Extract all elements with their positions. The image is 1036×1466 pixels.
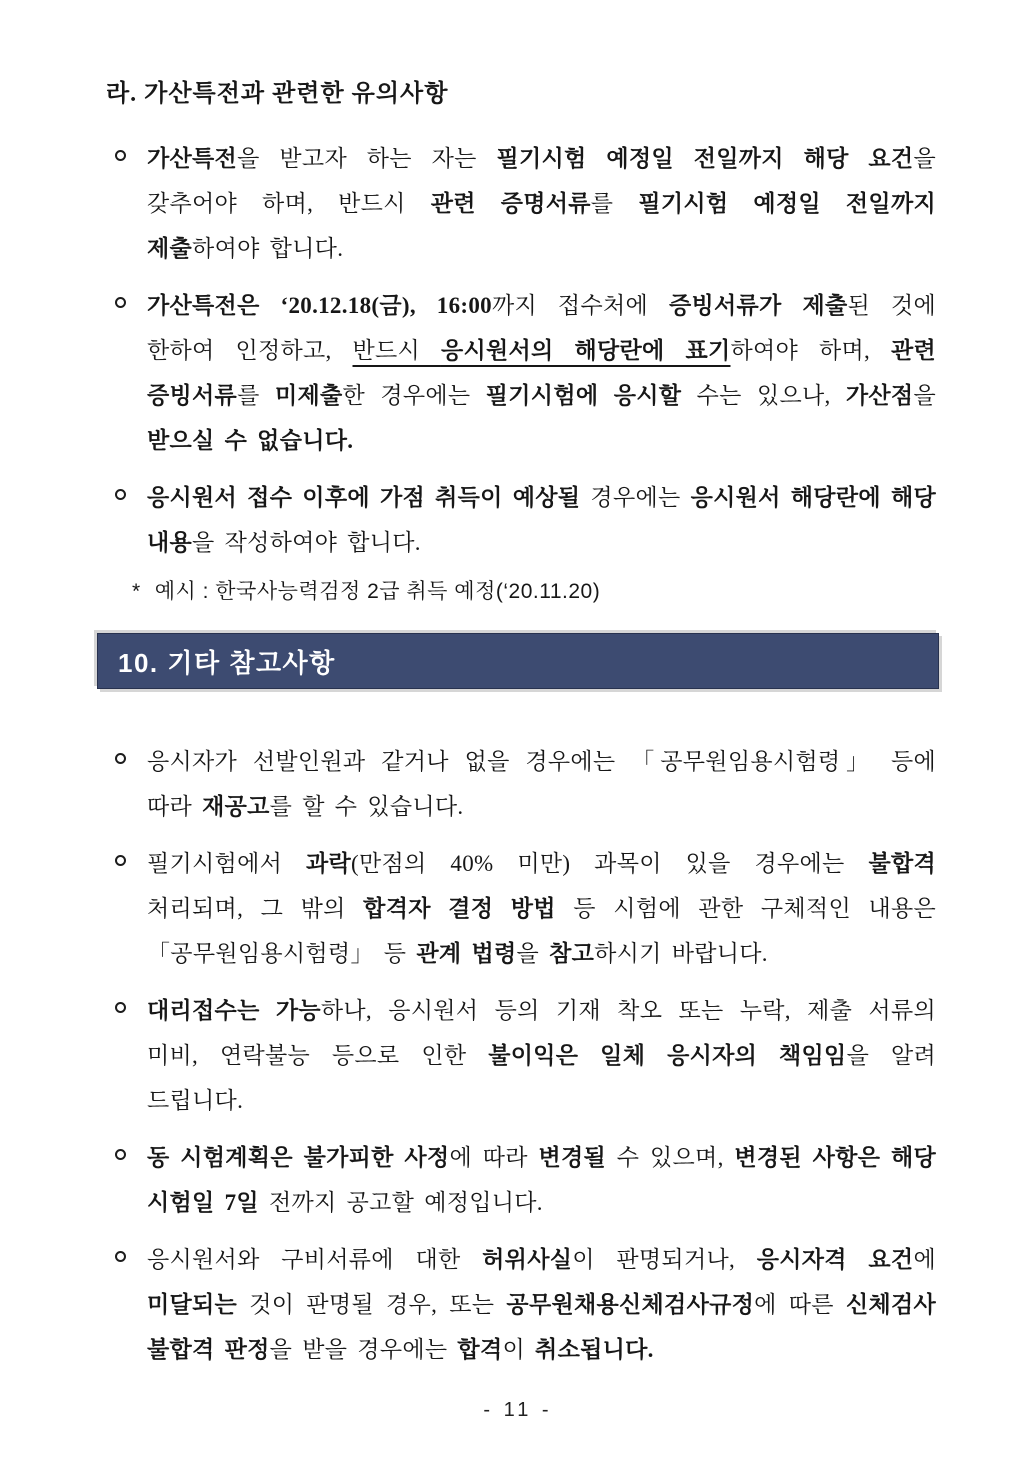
bullet-text: 대리접수는 가능하나, 응시원서 등의 기재 착오 또는 누락, 제출 서류의 미비, 연락불능 등으로 인한 불이익은 일체 응시자의 책임임을 알려 드립니다.	[147, 998, 937, 1113]
notice-bullet-item	[100, 1237, 936, 1372]
bullet-circle-icon	[115, 150, 126, 161]
bullet-text: 응시원서 접수 이후에 가점 취득이 예상될 경우에는 응시원서 해당란에 해당 내용을 작성하여야 합니다.	[147, 485, 936, 555]
asterisk-marker: *	[132, 580, 141, 603]
bullet-text: 가산특전을 받고자 하는 자는 필기시험 예정일 전일까지 해당 요건을 갖추어야 하며, 반드시 관련 증명서류를 필기시험 예정일 전일까지 제출하여야 합니다.	[147, 146, 936, 261]
section-banner	[97, 633, 939, 689]
example-note-text: 예시 : 한국사능력검정 2급 취득 예정(‘20.11.20)	[154, 580, 601, 603]
bullet-circle-icon	[115, 297, 126, 308]
bullet-text: 필기시험에서 과락(만점의 40% 미만) 과목이 있을 경우에는 불합격 처리되며, 그 밖의 합격자 결정 방법 등 시험에 관한 구체적인 내용은 「공무원임용시험령」 등 관계 법령을 참고하시기 바랍니다.	[147, 851, 937, 966]
notice-bullet-item	[100, 1135, 936, 1225]
notice-list-top	[100, 136, 936, 565]
notice-bullet-item	[100, 475, 936, 565]
notice-bullet-item	[100, 841, 936, 976]
bullet-circle-icon	[115, 489, 126, 500]
notice-list-bottom	[100, 739, 936, 1372]
bullet-circle-icon	[115, 753, 126, 764]
bullet-circle-icon	[115, 1002, 126, 1013]
notice-bullet-item	[100, 988, 936, 1123]
bullet-text: 가산특전은 ‘20.12.18(금), 16:00까지 접수처에 증빙서류가 제출된 것에 한하여 인정하고, 반드시 응시원서의 해당란에 표기하여야 하며, 관련 증빙서류를 미제출한 경우에는 필기시험에 응시할 수는 있으나, 가산점을 받으실 수 없습니다.	[147, 293, 936, 453]
bullet-text: 응시원서와 구비서류에 대한 허위사실이 판명되거나, 응시자격 요건에 미달되는 것이 판명될 경우, 또는 공무원채용신체검사규정에 따른 신체검사 불합격 판정을 받을 경우에는 합격이 취소됩니다.	[147, 1247, 937, 1362]
section-banner-title: 10. 기타 참고사항	[118, 647, 336, 678]
bullet-text: 동 시험계획은 불가피한 사정에 따라 변경될 수 있으며, 변경된 사항은 해당 시험일 7일 전까지 공고할 예정입니다.	[147, 1145, 936, 1215]
bullet-circle-icon	[115, 855, 126, 866]
notice-bullet-item	[100, 136, 936, 271]
subsection-heading: 라. 가산특전과 관련한 유의사항	[106, 81, 449, 107]
bullet-text: 응시자가 선발인원과 같거나 없을 경우에는 「공무원임용시험령」 등에 따라 재공고를 할 수 있습니다.	[147, 749, 936, 819]
footer-page-number: - 11 -	[483, 1399, 553, 1421]
bullet-circle-icon	[115, 1149, 126, 1160]
example-note	[132, 577, 936, 607]
notice-bullet-item	[100, 739, 936, 829]
notice-bullet-item	[100, 283, 936, 463]
bullet-circle-icon	[115, 1251, 126, 1262]
